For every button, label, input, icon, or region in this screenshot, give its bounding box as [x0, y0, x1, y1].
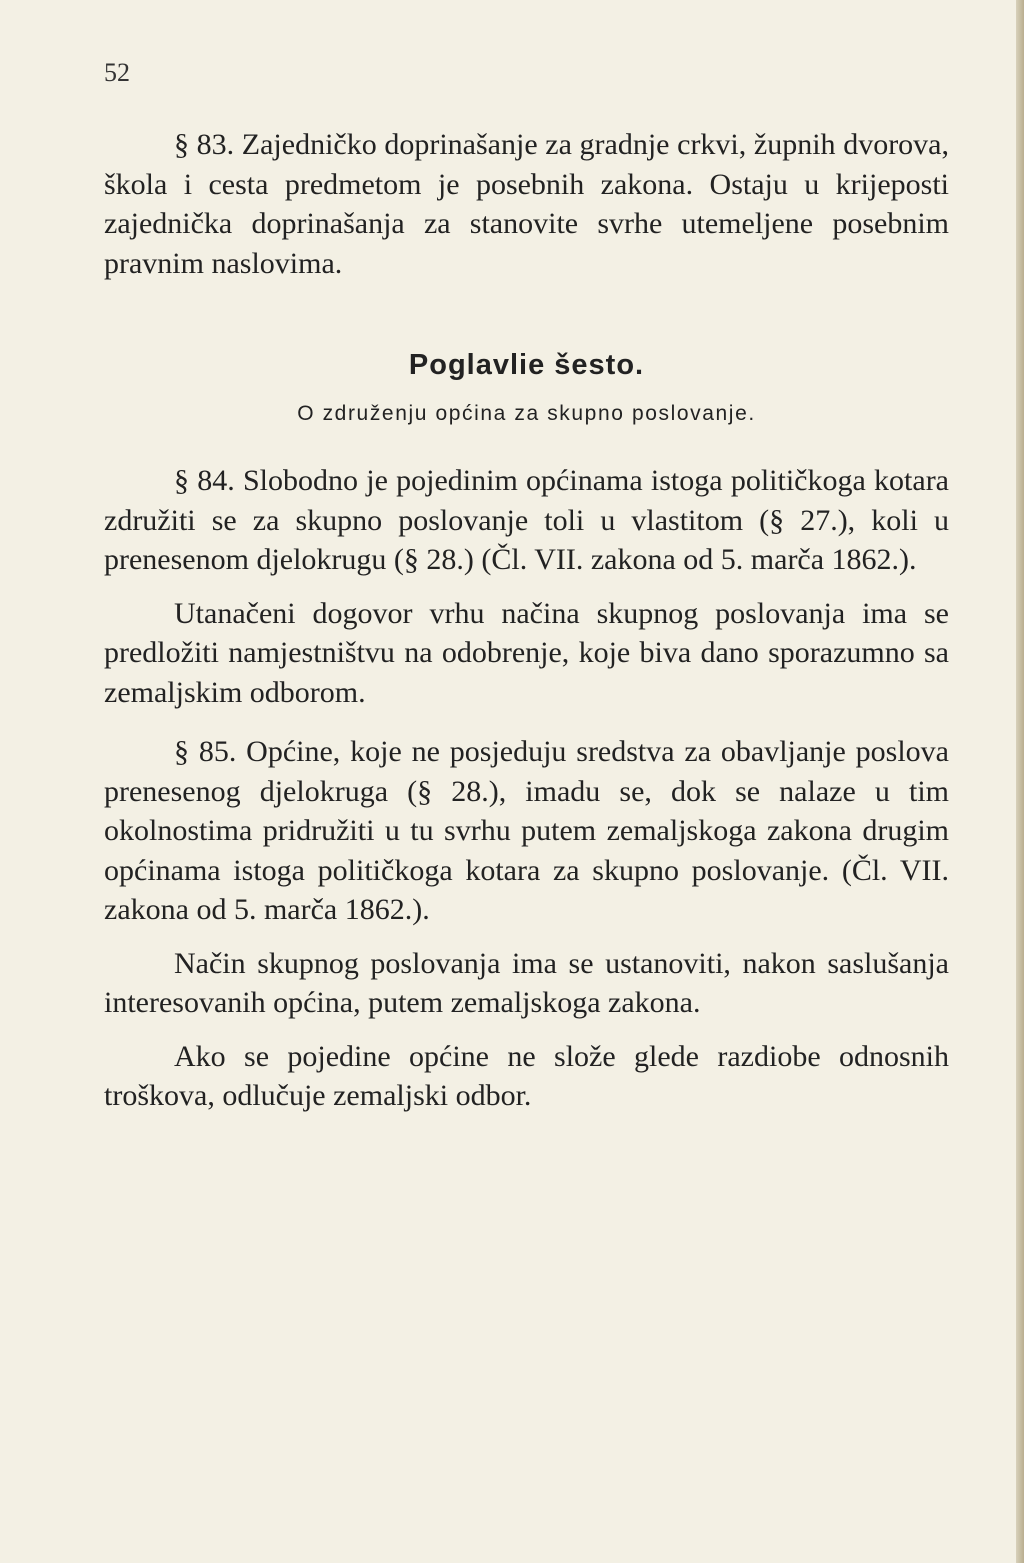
paragraph-84-second: Utanačeni dogovor vrhu načina skupnog poslovanja ima se predložiti namjestništvu na odobrenje, koje biva dano sporazumno sa zemaljskim odborom.	[104, 596, 949, 709]
paragraph-85-second: Način skupnog poslovanja ima se ustanoviti, nakon saslušanja interesovanih općina, putem zemaljskoga zakona.	[104, 946, 949, 1019]
chapter-title: Poglavlie šesto.	[408, 349, 645, 381]
paragraph-83: § 83. Zajedničko doprinašanje za gradnje crkvi, župnih dvorova, škola i cesta predmetom je posebnih zakona. Ostaju u krijeposti zajednička doprinašanja za stanovite svrhe utemeljene posebnim pravnim naslovima.	[104, 128, 949, 280]
paragraph-84-first: § 84. Slobodno je pojedinim općinama istoga političkoga kotara združiti se za skupno poslovanje toli u vlastitom (§ 27.), koli u prenesenom djelokrugu (§ 28.) (Čl. VII. zakona od 5. marča 1862.).	[104, 464, 949, 576]
page-number: 52	[104, 58, 130, 87]
chapter-subtitle: O združenju općina za skupno poslovanje.	[297, 402, 756, 425]
page-edge	[1016, 0, 1024, 1563]
page-content	[104, 0, 949, 1116]
paragraph-85-first: § 85. Općine, koje ne posjeduju sredstva za obavljanje poslova prenesenog djelokruga (§ 28.), imadu se, dok se nalaze u tim okolnostima pridružiti u tu svrhu putem zemaljskoga zakona drugim općinama istoga političkoga kotara za skupno poslovanje. (Čl. VII. zakona od 5. marča 1862.).	[104, 735, 949, 926]
paragraph-85-third: Ako se pojedine općine ne slože glede razdiobe odnosnih troškova, odlučuje zemaljski odbor.	[104, 1039, 949, 1112]
